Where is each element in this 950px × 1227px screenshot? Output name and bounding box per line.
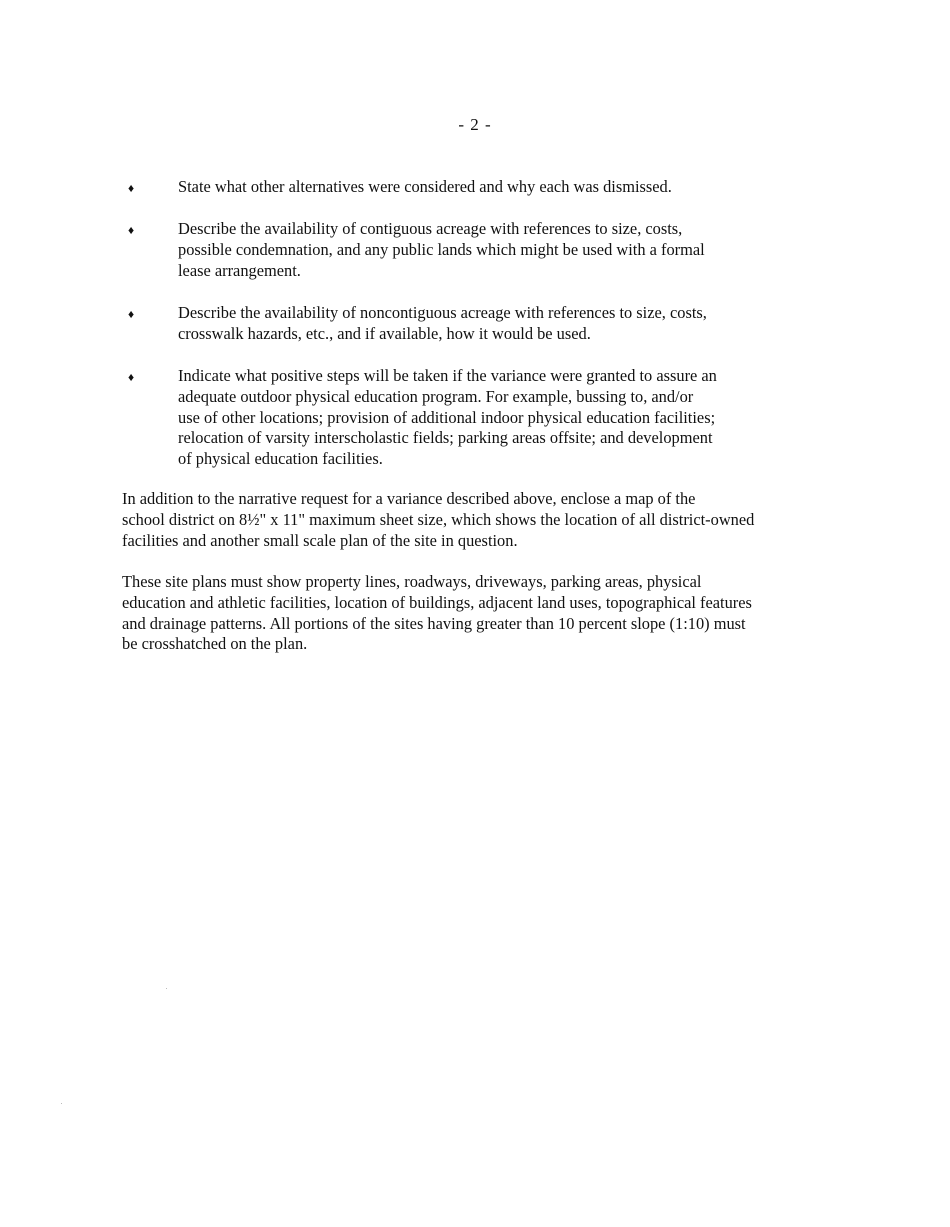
scan-speck xyxy=(166,988,167,989)
diamond-bullet-icon: ♦ xyxy=(127,307,135,321)
bullet-text: Describe the availability of contiguous acreage with references to size, costs, possible condemnation, and any public lands which might be used with a formal lease arrangement. xyxy=(178,219,705,280)
bullet-text: Describe the availability of noncontiguous acreage with references to size, costs, crosswalk hazards, etc., and if available, how it would be used. xyxy=(178,303,707,343)
scan-speck xyxy=(61,1103,62,1104)
bullet-text: State what other alternatives were considered and why each was dismissed. xyxy=(178,177,672,196)
diamond-bullet-icon: ♦ xyxy=(127,223,135,237)
diamond-bullet-icon: ♦ xyxy=(127,181,135,195)
body-paragraph: In addition to the narrative request for a variance described above, enclose a map of the school district on 8½" x 11" maximum sheet size, which shows the location of all district-owned facilities and another small scale plan of the site in question. xyxy=(122,489,755,550)
diamond-bullet-icon: ♦ xyxy=(127,370,135,384)
bullet-text: Indicate what positive steps will be taken if the variance were granted to assure an adequate outdoor physical education program. For example, bussing to, and/or use of other locations; provision of additional indoor physical education facilities; relocation of varsity interscholastic fields; parking areas offsite; and development of physical education facilities. xyxy=(178,366,717,469)
body-paragraph: These site plans must show property lines, roadways, driveways, parking areas, physical education and athletic facilities, location of buildings, adjacent land uses, topographical features and drainage patterns. All portions of the sites having greater than 10 percent slope (1:10) must be crosshatched on the plan. xyxy=(122,572,752,654)
page-number: - 2 - xyxy=(458,115,492,134)
